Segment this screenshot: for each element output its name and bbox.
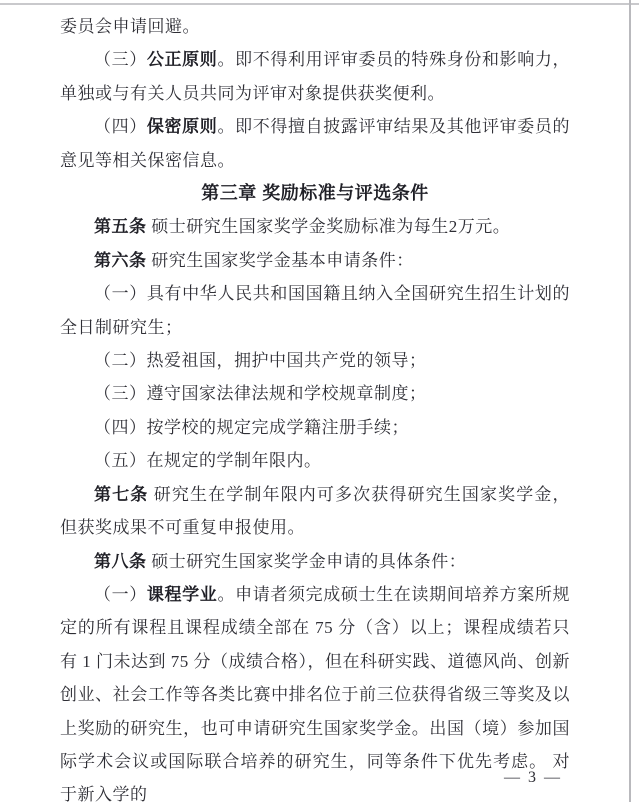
paragraph [60,444,570,477]
body-text: （三） [94,50,147,70]
scan-edge-right [629,0,631,802]
paragraph [60,344,570,377]
paragraph [60,377,570,410]
paragraph [60,411,570,444]
chapter-heading [60,177,570,210]
emphasis-text: 第七条 [94,484,149,504]
paragraph [60,210,570,243]
body-text: （二）热爱祖国，拥护中国共产党的领导； [94,351,427,371]
body-text: （四） [94,117,147,137]
body-text: 研究生在学制年限内可多次获得研究生国家奖学金，但获奖成果不可重复申报使用。 [60,484,570,538]
document-body [60,10,570,812]
body-text: 委员会申请回避。 [60,17,200,36]
page-number: — 3 — [504,769,562,786]
paragraph [60,10,570,43]
paragraph [60,244,570,277]
emphasis-text: 第三章 奖励标准与评选条件 [201,183,429,204]
emphasis-text: 第六条 [94,250,147,270]
body-text: 。即不得利用评审委员的特殊身份和影响力，单独或与有关人员共同为评审对象提供获奖便利。 [60,50,571,103]
paragraph [60,277,570,344]
emphasis-text: 第八条 [94,551,147,571]
body-text: （四）按学校的规定完成学籍注册手续； [94,417,409,437]
body-text: 硕士研究生国家奖学金奖励标准为每生2万元。 [146,217,511,237]
emphasis-text: 公正原则 [146,50,218,70]
paragraph [60,43,570,110]
body-text: 硕士研究生国家奖学金申请的具体条件： [146,551,467,571]
body-text: 。即不得擅自披露评审结果及其他评审委员的意见等相关保密信息。 [60,117,571,170]
body-text: 研究生国家奖学金基本申请条件： [146,250,414,270]
emphasis-text: 课程学业 [146,584,218,604]
paragraph [60,110,570,177]
scan-edge-top [0,3,639,5]
body-text: （三）遵守国家法律法规和学校规章制度； [94,384,427,404]
paragraph [60,478,570,545]
paragraph [60,545,570,578]
emphasis-text: 第五条 [94,217,147,237]
emphasis-text: 保密原则 [146,117,218,137]
body-text: 。申请者须完成硕士生在读期间培养方案所规定的所有课程且课程成绩全部在 75 分（含）以上；课程成绩若只有 1 门未达到 75 分（成绩合格），但在科研实践、道德风尚、创新创业、社会工作等各类比赛中排名位于前三位获得省级三等奖及以上奖励的研究生，也可申请研究生国家奖学金。出国（境）参加国际学术会议或国际联合培养的研究生，同等条件下优先考虑。 对于新入学的 [60,584,571,805]
body-text: （一） [94,584,147,604]
paragraph [60,578,570,812]
body-text: （五）在规定的学制年限内。 [94,451,322,471]
body-text: （一）具有中华人民共和国国籍且纳入全国研究生招生计划的全日制研究生； [60,284,570,337]
